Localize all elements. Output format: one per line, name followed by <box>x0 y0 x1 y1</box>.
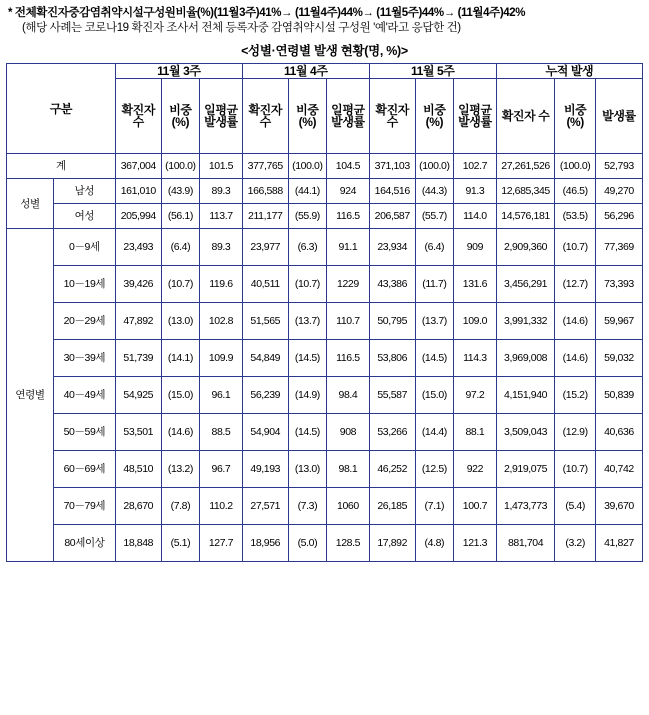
cell-male-3: 166,588 <box>242 179 288 204</box>
cell-age4-10: (15.2) <box>555 377 596 414</box>
cell-age5-9: 3,509,043 <box>496 414 555 451</box>
table-title: <성별·연령별 발생 현황(명, %)> <box>241 44 408 58</box>
cell-male-8: 91.3 <box>454 179 497 204</box>
cell-total-6: 371,103 <box>369 154 415 179</box>
cell-age5-4: (14.5) <box>288 414 326 451</box>
cell-age1-8: 131.6 <box>454 266 497 303</box>
cell-male-7: (44.3) <box>415 179 453 204</box>
cell-age8-9: 881,704 <box>496 525 555 562</box>
header-sub-share-cum: 비중 (%) <box>555 79 596 154</box>
cell-age1-4: (10.7) <box>288 266 326 303</box>
cell-age8-6: 17,892 <box>369 525 415 562</box>
cell-age5-2: 88.5 <box>200 414 243 451</box>
header-sub-cases-cum: 확진자 수 <box>496 79 555 154</box>
table-row-age-3 <box>7 340 643 377</box>
cell-age7-4: (7.3) <box>288 488 326 525</box>
cell-age4-2: 96.1 <box>200 377 243 414</box>
cell-age0-2: 89.3 <box>200 229 243 266</box>
cell-male-9: 12,685,345 <box>496 179 555 204</box>
cell-female-6: 206,587 <box>369 204 415 229</box>
cell-total-5: 104.5 <box>327 154 370 179</box>
header-sub-cases-w5: 확진자 수 <box>369 79 415 154</box>
header-group-cumulative: 누적 발생 <box>496 64 642 79</box>
cell-age4-8: 97.2 <box>454 377 497 414</box>
cell-age1-6: 43,386 <box>369 266 415 303</box>
row-label-age-6: 60－69세 <box>53 451 115 488</box>
cell-age5-10: (12.9) <box>555 414 596 451</box>
cell-age4-7: (15.0) <box>415 377 453 414</box>
row-label-age-3: 30－39세 <box>53 340 115 377</box>
cell-age1-2: 119.6 <box>200 266 243 303</box>
cell-age6-11: 40,742 <box>595 451 642 488</box>
cell-age2-11: 59,967 <box>595 303 642 340</box>
cell-age7-2: 110.2 <box>200 488 243 525</box>
cell-age5-3: 54,904 <box>242 414 288 451</box>
cell-age6-5: 98.1 <box>327 451 370 488</box>
cell-female-2: 113.7 <box>200 204 243 229</box>
cell-age3-4: (14.5) <box>288 340 326 377</box>
table-row-age-8 <box>7 525 643 562</box>
cell-age2-7: (13.7) <box>415 303 453 340</box>
cell-total-10: (100.0) <box>555 154 596 179</box>
row-label-age-5: 50－59세 <box>53 414 115 451</box>
cell-age1-3: 40,511 <box>242 266 288 303</box>
cell-age7-7: (7.1) <box>415 488 453 525</box>
cell-age8-10: (3.2) <box>555 525 596 562</box>
cell-age2-8: 109.0 <box>454 303 497 340</box>
cell-female-5: 116.5 <box>327 204 370 229</box>
cell-age0-0: 23,493 <box>115 229 161 266</box>
cell-age1-9: 3,456,291 <box>496 266 555 303</box>
cell-female-9: 14,576,181 <box>496 204 555 229</box>
cell-total-4: (100.0) <box>288 154 326 179</box>
cell-age5-0: 53,501 <box>115 414 161 451</box>
cell-age0-7: (6.4) <box>415 229 453 266</box>
cell-total-11: 52,793 <box>595 154 642 179</box>
cell-age3-11: 59,032 <box>595 340 642 377</box>
cell-female-11: 56,296 <box>595 204 642 229</box>
cell-age4-11: 50,839 <box>595 377 642 414</box>
cell-total-2: 101.5 <box>200 154 243 179</box>
row-label-sex: 성별 <box>7 179 54 229</box>
row-label-age: 연령별 <box>7 229 54 562</box>
cell-age0-11: 77,369 <box>595 229 642 266</box>
cell-age3-1: (14.1) <box>161 340 199 377</box>
cell-age7-9: 1,473,773 <box>496 488 555 525</box>
cell-age0-3: 23,977 <box>242 229 288 266</box>
cell-age7-0: 28,670 <box>115 488 161 525</box>
cell-age8-3: 18,956 <box>242 525 288 562</box>
cell-age2-5: 110.7 <box>327 303 370 340</box>
cell-male-5: 924 <box>327 179 370 204</box>
cell-male-0: 161,010 <box>115 179 161 204</box>
cell-age3-10: (14.6) <box>555 340 596 377</box>
cell-age6-7: (12.5) <box>415 451 453 488</box>
cell-age7-11: 39,670 <box>595 488 642 525</box>
cell-age0-5: 91.1 <box>327 229 370 266</box>
header-sub-rate-w3: 일평균 발생률 <box>200 79 243 154</box>
row-label-age-4: 40－49세 <box>53 377 115 414</box>
cell-age6-2: 96.7 <box>200 451 243 488</box>
cell-age4-5: 98.4 <box>327 377 370 414</box>
cell-age6-8: 922 <box>454 451 497 488</box>
cell-age0-4: (6.3) <box>288 229 326 266</box>
header-sub-cases-w4: 확진자 수 <box>242 79 288 154</box>
cell-age8-0: 18,848 <box>115 525 161 562</box>
cell-age3-7: (14.5) <box>415 340 453 377</box>
table-row-age-2 <box>7 303 643 340</box>
cell-male-6: 164,516 <box>369 179 415 204</box>
cell-age5-6: 53,266 <box>369 414 415 451</box>
header-group-week3: 11월 3주 <box>115 64 242 79</box>
table-row-female <box>7 204 643 229</box>
cell-age6-0: 48,510 <box>115 451 161 488</box>
cell-age1-1: (10.7) <box>161 266 199 303</box>
cell-age8-8: 121.3 <box>454 525 497 562</box>
cell-age4-0: 54,925 <box>115 377 161 414</box>
cell-age6-3: 49,193 <box>242 451 288 488</box>
row-label-total: 계 <box>7 154 116 179</box>
cell-age3-0: 51,739 <box>115 340 161 377</box>
cell-age2-10: (14.6) <box>555 303 596 340</box>
header-sub-share-w3: 비중 (%) <box>161 79 199 154</box>
cell-age7-1: (7.8) <box>161 488 199 525</box>
cell-age5-1: (14.6) <box>161 414 199 451</box>
cell-male-10: (46.5) <box>555 179 596 204</box>
row-label-female: 여성 <box>53 204 115 229</box>
cell-age3-3: 54,849 <box>242 340 288 377</box>
header-sub-cases-w3: 확진자 수 <box>115 79 161 154</box>
cell-age7-6: 26,185 <box>369 488 415 525</box>
row-label-age-7: 70－79세 <box>53 488 115 525</box>
cell-age5-11: 40,636 <box>595 414 642 451</box>
header-sub-share-w4: 비중 (%) <box>288 79 326 154</box>
cell-female-1: (56.1) <box>161 204 199 229</box>
cell-total-7: (100.0) <box>415 154 453 179</box>
header-gubun: 구분 <box>7 64 116 154</box>
cell-age8-11: 41,827 <box>595 525 642 562</box>
table-row-age-0 <box>7 229 643 266</box>
cell-age1-11: 73,393 <box>595 266 642 303</box>
note-line-2: (해당 사례는 코로나19 확진자 조사서 전체 등록자중 감염취약시설 구성원 '예'라고 응답한 건) <box>22 22 461 34</box>
cell-age7-10: (5.4) <box>555 488 596 525</box>
cell-age2-4: (13.7) <box>288 303 326 340</box>
cell-age8-2: 127.7 <box>200 525 243 562</box>
cell-age2-0: 47,892 <box>115 303 161 340</box>
header-sub-rate-w5: 일평균 발생률 <box>454 79 497 154</box>
table-row-age-5 <box>7 414 643 451</box>
cell-age5-8: 88.1 <box>454 414 497 451</box>
cell-age2-9: 3,991,332 <box>496 303 555 340</box>
cell-female-3: 211,177 <box>242 204 288 229</box>
cell-age1-5: 1229 <box>327 266 370 303</box>
cell-age1-10: (12.7) <box>555 266 596 303</box>
cell-age5-7: (14.4) <box>415 414 453 451</box>
cell-total-0: 367,004 <box>115 154 161 179</box>
cell-age0-8: 909 <box>454 229 497 266</box>
header-sub-rate-w4: 일평균 발생률 <box>327 79 370 154</box>
note-line-1: * 전체확진자중감염취약시설구성원비율(%)(11월3주)41%→ (11월4주)44%→ (11월5주)44%→ (11월4주)42% <box>8 7 526 19</box>
cell-age2-2: 102.8 <box>200 303 243 340</box>
header-row-groups <box>7 64 643 79</box>
row-label-age-1: 10－19세 <box>53 266 115 303</box>
cell-total-8: 102.7 <box>454 154 497 179</box>
cell-age7-5: 1060 <box>327 488 370 525</box>
table-row-age-4 <box>7 377 643 414</box>
cell-male-1: (43.9) <box>161 179 199 204</box>
cell-female-4: (55.9) <box>288 204 326 229</box>
cell-female-8: 114.0 <box>454 204 497 229</box>
cell-age0-10: (10.7) <box>555 229 596 266</box>
cell-age6-6: 46,252 <box>369 451 415 488</box>
cell-total-9: 27,261,526 <box>496 154 555 179</box>
cell-age6-4: (13.0) <box>288 451 326 488</box>
header-group-week4: 11월 4주 <box>242 64 369 79</box>
cell-age8-4: (5.0) <box>288 525 326 562</box>
cell-total-1: (100.0) <box>161 154 199 179</box>
cell-age0-1: (6.4) <box>161 229 199 266</box>
cell-age4-4: (14.9) <box>288 377 326 414</box>
table-row-age-1 <box>7 266 643 303</box>
cell-age6-9: 2,919,075 <box>496 451 555 488</box>
row-label-age-8: 80세이상 <box>53 525 115 562</box>
table-row-age-6 <box>7 451 643 488</box>
row-label-male: 남성 <box>53 179 115 204</box>
cell-age3-5: 116.5 <box>327 340 370 377</box>
cell-age0-6: 23,934 <box>369 229 415 266</box>
cell-age3-8: 114.3 <box>454 340 497 377</box>
cell-age7-8: 100.7 <box>454 488 497 525</box>
cell-age3-9: 3,969,008 <box>496 340 555 377</box>
cell-age4-3: 56,239 <box>242 377 288 414</box>
cell-male-2: 89.3 <box>200 179 243 204</box>
cell-age1-0: 39,426 <box>115 266 161 303</box>
cell-total-3: 377,765 <box>242 154 288 179</box>
cell-age6-1: (13.2) <box>161 451 199 488</box>
table-row-age-7 <box>7 488 643 525</box>
cell-age3-2: 109.9 <box>200 340 243 377</box>
table-row-total <box>7 154 643 179</box>
cell-age4-6: 55,587 <box>369 377 415 414</box>
header-sub-share-w5: 비중 (%) <box>415 79 453 154</box>
cell-age5-5: 908 <box>327 414 370 451</box>
cell-age1-7: (11.7) <box>415 266 453 303</box>
cell-age4-9: 4,151,940 <box>496 377 555 414</box>
sex-age-incidence-table <box>6 63 643 562</box>
table-row-male <box>7 179 643 204</box>
cell-female-7: (55.7) <box>415 204 453 229</box>
cell-age7-3: 27,571 <box>242 488 288 525</box>
header-sub-rate-cum: 발생률 <box>595 79 642 154</box>
row-label-age-0: 0－9세 <box>53 229 115 266</box>
cell-age4-1: (15.0) <box>161 377 199 414</box>
cell-age2-6: 50,795 <box>369 303 415 340</box>
cell-age2-3: 51,565 <box>242 303 288 340</box>
cell-age3-6: 53,806 <box>369 340 415 377</box>
cell-age0-9: 2,909,360 <box>496 229 555 266</box>
cell-male-11: 49,270 <box>595 179 642 204</box>
cell-male-4: (44.1) <box>288 179 326 204</box>
cell-age8-7: (4.8) <box>415 525 453 562</box>
cell-female-0: 205,994 <box>115 204 161 229</box>
cell-age6-10: (10.7) <box>555 451 596 488</box>
cell-age8-5: 128.5 <box>327 525 370 562</box>
header-group-week5: 11월 5주 <box>369 64 496 79</box>
row-label-age-2: 20－29세 <box>53 303 115 340</box>
cell-female-10: (53.5) <box>555 204 596 229</box>
cell-age8-1: (5.1) <box>161 525 199 562</box>
cell-age2-1: (13.0) <box>161 303 199 340</box>
